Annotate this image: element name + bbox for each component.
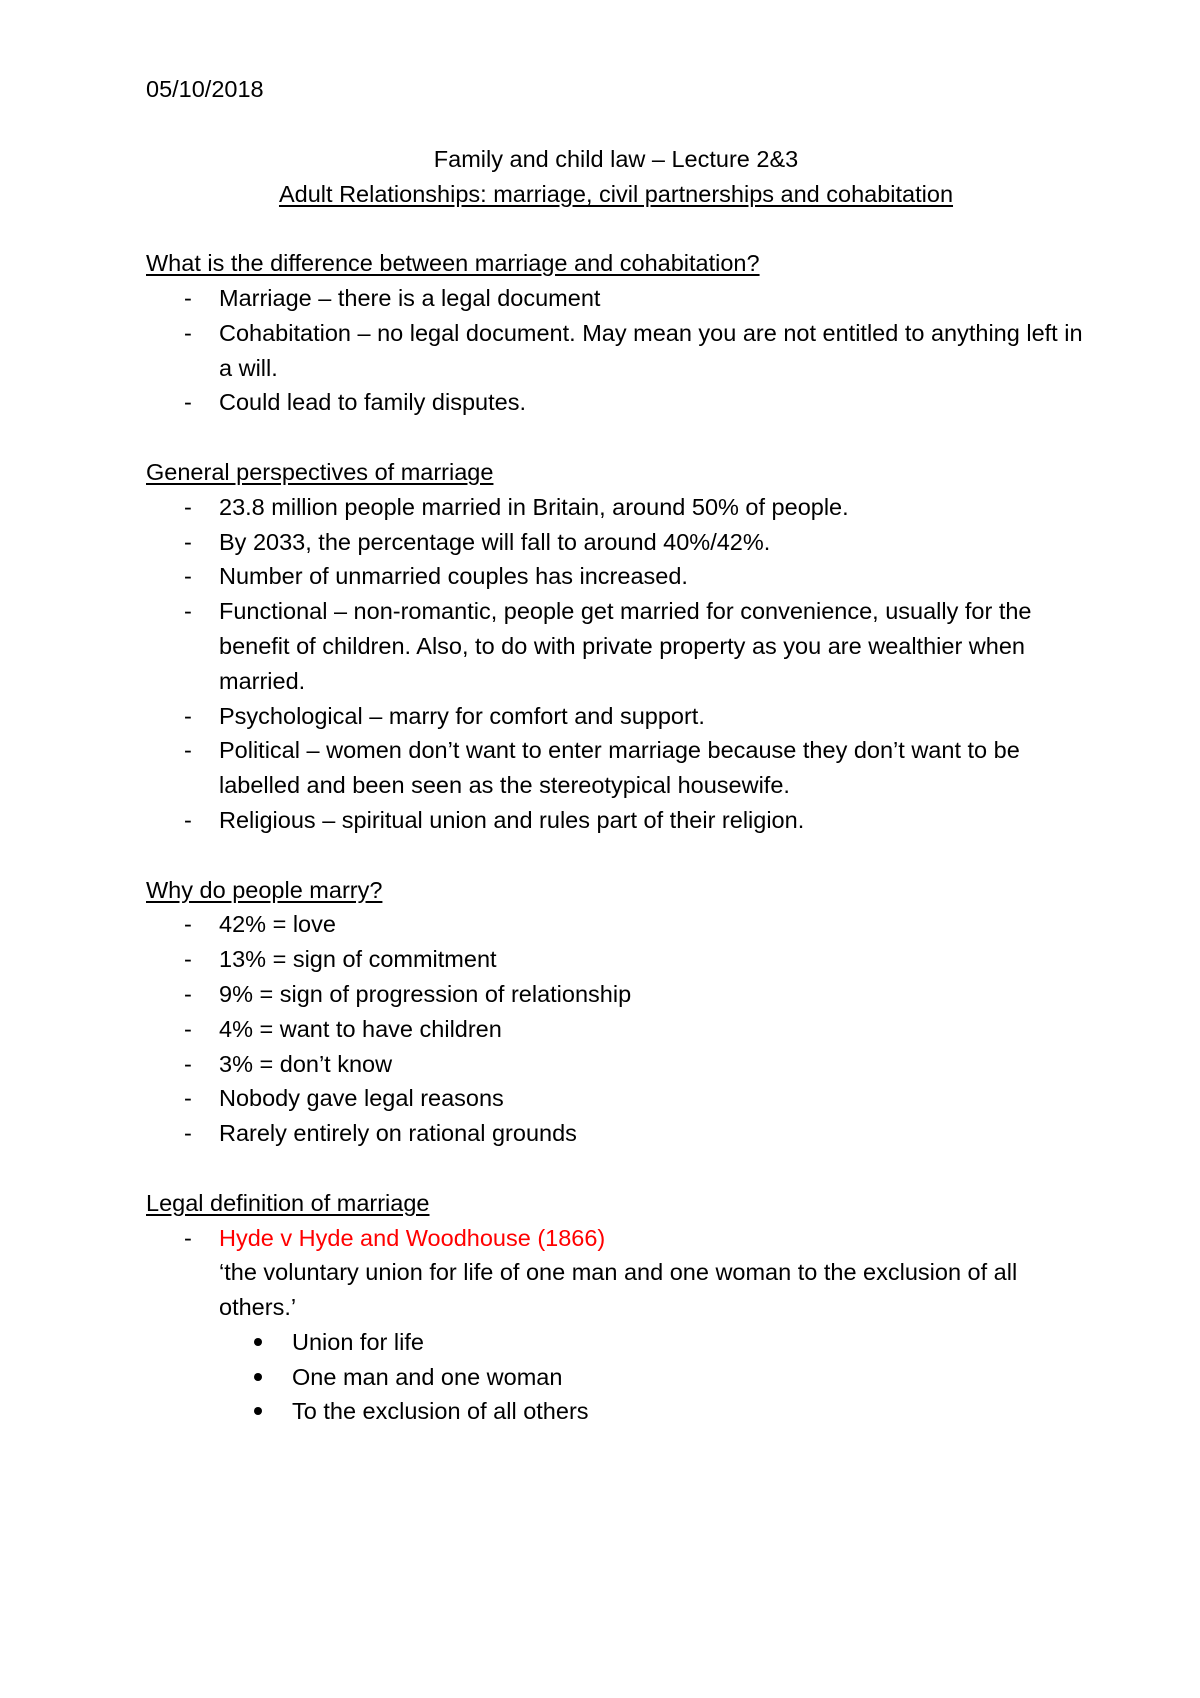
case-list-item xyxy=(146,1221,1086,1430)
section-heading: General perspectives of marriage xyxy=(146,458,494,485)
list-item: - By 2033, the percentage will fall to around 40%/42%. xyxy=(146,525,1086,560)
bullet-item: One man and one woman xyxy=(219,1360,1086,1395)
document-subtitle: Adult Relationships: marriage, civil partnerships and cohabitation xyxy=(278,180,954,207)
list-item: - Rarely entirely on rational grounds xyxy=(146,1116,1086,1151)
list-item: - Marriage – there is a legal document xyxy=(146,281,1086,316)
list-item: - Could lead to family disputes. xyxy=(146,385,1086,420)
section-heading: What is the difference between marriage and cohabitation? xyxy=(146,250,760,277)
bullet-list xyxy=(219,1325,1086,1429)
case-quote: ‘the voluntary union for life of one man and one woman to the exclusion of all others.’ xyxy=(219,1259,1018,1321)
document-title: Family and child law – Lecture 2&3 xyxy=(433,145,799,172)
list-item: - 9% = sign of progression of relationship xyxy=(146,977,1086,1012)
list-item: - 23.8 million people married in Britain, around 50% of people. xyxy=(146,490,1086,525)
bullet-item: To the exclusion of all others xyxy=(219,1394,1086,1429)
dash-list xyxy=(146,907,1086,1151)
list-item: - Cohabitation – no legal document. May mean you are not entitled to anything left in a will. xyxy=(146,316,1086,386)
list-item: - Nobody gave legal reasons xyxy=(146,1081,1086,1116)
bullet-item: Union for life xyxy=(219,1325,1086,1360)
list-item: - Psychological – marry for comfort and support. xyxy=(146,699,1086,734)
list-item: - Political – women don’t want to enter marriage because they don’t want to be labelled and been seen as the stereotypical housewife. xyxy=(146,733,1086,803)
section-heading: Why do people marry? xyxy=(146,876,383,903)
list-item: - Number of unmarried couples has increased. xyxy=(146,559,1086,594)
list-item: - Functional – non-romantic, people get married for convenience, usually for the benefit of children. Also, to do with private property as you are wealthier when married. xyxy=(146,594,1086,698)
case-name: - Hyde v Hyde and Woodhouse (1866) xyxy=(219,1224,606,1251)
dash-list xyxy=(146,281,1086,420)
document-body xyxy=(146,72,1086,1429)
section-heading: Legal definition of marriage xyxy=(146,1189,430,1216)
list-item: - 3% = don’t know xyxy=(146,1047,1086,1082)
dash-list xyxy=(146,490,1086,838)
list-item: - 13% = sign of commitment xyxy=(146,942,1086,977)
list-item: - 42% = love xyxy=(146,907,1086,942)
list-item: - 4% = want to have children xyxy=(146,1012,1086,1047)
list-item: - Religious – spiritual union and rules part of their religion. xyxy=(146,803,1086,838)
dash-list xyxy=(146,1221,1086,1430)
date: 05/10/2018 xyxy=(146,76,264,102)
